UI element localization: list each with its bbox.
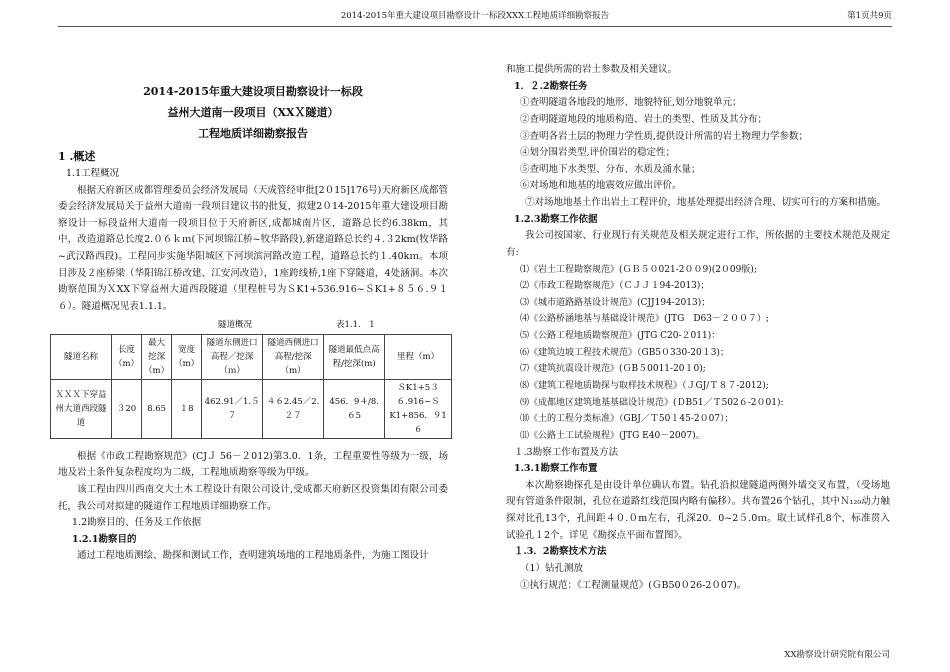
table-header-cell: 最大挖深（m） xyxy=(142,334,172,379)
standard-item: ⑼《成都地区建筑地基基础设计规范》(ＤB51／Ｔ502６-2０01): xyxy=(520,397,784,408)
standard-item: ⑵《市政工程勘察规范》（ＣＪＪ１94-2013)； xyxy=(520,281,710,292)
section-1-2-heading: 1.2勘察目的、任务及工作依据 xyxy=(72,517,202,529)
table-header-cell: 隧道西侧进口高程/挖深（m） xyxy=(263,334,324,379)
table-cell: ３20 xyxy=(112,379,142,438)
standard-item: ⑶《城市道路路基设计规范》(CJJ194-2013)； xyxy=(520,297,711,308)
section-1-2-3-heading: 1.2.3勘察工作依据 xyxy=(514,213,598,225)
doc-title-line-2: 益州大道南一段项目（XXＸ隧道） xyxy=(167,105,339,119)
task-item: ⑦对场地地基土作出岩土工程评价，地基处理提出经济合理、切实可行的方案和措施。 xyxy=(525,197,887,208)
doc-title-line-1: 2014-2015年重大建设项目勘察设计一标段 xyxy=(143,85,363,98)
grading-paragraph: 根据《市政工程勘察规范》(CJＪ 56－２012)第3.0．1条，工程重要性等级为一级，场地及岩土条件复杂程度均为二级，工程地质勘察等级为甲级。 xyxy=(58,450,448,479)
task-item: ⑤查明地下水类型、分布、水质及涌水量； xyxy=(520,163,701,175)
section-1-2-2-heading: 1．２.2勘察任务 xyxy=(514,80,588,92)
standard-item: ⑸《公路工程地质勘察规范》(JTG C20-２011)： xyxy=(520,331,721,342)
table-header-cell: 长度（m） xyxy=(112,334,142,379)
table-caption-title: 隧道概况 xyxy=(218,319,253,330)
commission-paragraph: 该工程由四川西南交大土木工程设计有限公司设计,受成都天府新区投资集团有限公司委托，我公司对拟建的隧道作工程地质详细勘察工作。 xyxy=(58,483,448,512)
subsection-drilling: （1）钻孔测放 xyxy=(520,562,584,574)
table-row xyxy=(51,379,452,438)
footer-company: XX勘察设计研究院有限公司 xyxy=(784,650,890,660)
basis-paragraph: 我公司按国家、行业现行有关规范及相关规定进行工作，所依据的主要技术规范及规定有: xyxy=(506,230,890,258)
overview-paragraph: 根据天府新区成都管理委员会经济发展局（天成管经审批[2０15]176号)天府新区成都管委会经济发展局关于益州大道南一段项目建议书的批复，拟建2０14-2015年重大建设项目勘察设计一标段益州大道南一段项目位于天府新区,成都城南片区，道路总长约6.38km，其中，改造道路总长度2.０６ｋｍ(下河坝锦江桥~牧华路段),新建道路总长约４.３2km(牧华路~武汉路西段)。工程同步实施华阳城区下河坝滨河路改造工程，道路总长约１.40kｍ。本项目涉及２座桥梁（华阳锦江桥改建、江安河改造），1座跨线桥,1座下穿隧道，4处涵洞。本次勘察范围为ＸXX下穿益州大道西段隧道（里程桩号为ＳK1+536.916~ＳK1+８５６.９１６）。隧道概况见表1.1.1。 xyxy=(58,184,448,312)
table-caption-number: 表1.1. 1 xyxy=(336,319,375,330)
left-column xyxy=(55,62,448,565)
standard-item: ⑺《建筑抗震设计规范》(ＧB５0011-20１0); xyxy=(520,364,706,375)
table-cell: ＳK1+5３６.916~ＳK1+856．９1６ xyxy=(385,379,452,438)
layout-paragraph: 本次勘察勘探孔是由设计单位确认布置。钻孔沿拟建隧道两侧外墙交叉布置，（受场地现有管道条件限制，孔位在道路红线范围内略有偏移）。共布置26个钻孔，其中Ｎ₁₂₀动力触探对比孔13个，孔间距４０.０m左右，孔深20．0~2５.0ｍ。取土试样孔8个，标准贯入试验孔１2个。详见《勘探点平面布置图》。 xyxy=(506,479,890,541)
table-header-row xyxy=(51,334,452,379)
page-number: 第1页共9页 xyxy=(847,11,892,21)
standard-item: ⑴《岩土工程勘察规范》(ＧＢ５０021-2００9)(2０09版); xyxy=(520,264,757,275)
standard-item: ⑾《公路土工试验规程》(JTG E40－2007)。 xyxy=(520,430,705,441)
table-cell: 8.65 xyxy=(142,379,172,438)
table-header-cell: 隧道最低点高程/挖深(m) xyxy=(324,334,385,379)
doc-title-line-3: 工程地质详细勘察报告 xyxy=(198,126,308,140)
subsection-drilling-standard: ①执行规范：《工程测量规范》(ＧB50０26-2０07)。 xyxy=(520,579,747,591)
standard-item: ⑽《土的工程分类标准》（GBJ／Ｔ50１45-2０07）； xyxy=(520,414,734,425)
task-item: ③查明各岩土层的物理力学性质,提供设计所需的岩土物理力学参数； xyxy=(520,130,809,142)
section-1-2-1-heading: 1.2.1勘察目的 xyxy=(72,533,137,545)
task-item: ⑥对场地和地基的地震效应做出评价。 xyxy=(520,180,682,192)
standard-item: ⑻《建筑工程地质勘探与取样技术规程》（ＪGJ/Ｔ８７-2012); xyxy=(520,380,769,391)
task-item: ④划分围岩类型,评价围岩的稳定性； xyxy=(520,147,676,159)
table-cell: 456．9４/8.６5 xyxy=(324,379,385,438)
tunnel-overview-table xyxy=(50,334,452,439)
purpose-paragraph: 通过工程地质测绘、勘探和测试工作，查明建筑场地的工程地质条件，为施工图设计 xyxy=(77,550,429,562)
table-header-cell: 隧道东侧进口高程／挖深（ｍ） xyxy=(202,334,263,379)
section-1-heading: 1 .概述 xyxy=(58,149,96,163)
task-item: ①查明隧道各地段的地形、地貌特征,划分地貌单元； xyxy=(520,97,742,109)
header-title: 2014-2015年重大建设项目勘察设计一标段XXX工程地质详细勘察报告 xyxy=(340,11,610,21)
table-caption xyxy=(58,318,448,334)
section-1-3-1-heading: 1.3.1勘察工作布置 xyxy=(514,463,598,475)
table-cell: ＸＸＸ下穿益州大道西段隧道 xyxy=(51,379,112,438)
table-cell: 462.91／1.５７ xyxy=(202,379,263,438)
standard-item: ⑷《公路桥涵地基与基础设计规范》(JTG D63－２００７）; xyxy=(520,314,770,325)
table-header-cell: 里程（m） xyxy=(385,334,452,379)
task-item: ②查明隧道地段的地质构造、岩土的类型、性质及其分布； xyxy=(520,113,768,125)
table-cell: ４６2.45／2.２７ xyxy=(263,379,324,438)
standard-item: ⑹《建筑边坡工程技术规范》（GB5０330-20１3)； xyxy=(520,347,729,358)
section-1-3-heading: １.3勘察工作布置及方法 xyxy=(514,446,619,458)
table-header-cell: 隧道名称 xyxy=(51,334,112,379)
section-1-1-heading: 1.1工程概况 xyxy=(66,167,120,179)
table-cell: １8 xyxy=(172,379,202,438)
page-header xyxy=(58,6,892,27)
table-header-cell: 宽度（m） xyxy=(172,334,202,379)
continued-paragraph: 和施工提供所需的岩土参数及相关建议。 xyxy=(506,64,678,75)
section-1-3-2-heading: １.3．2勘察技术方法 xyxy=(514,546,607,558)
right-column xyxy=(506,62,890,594)
